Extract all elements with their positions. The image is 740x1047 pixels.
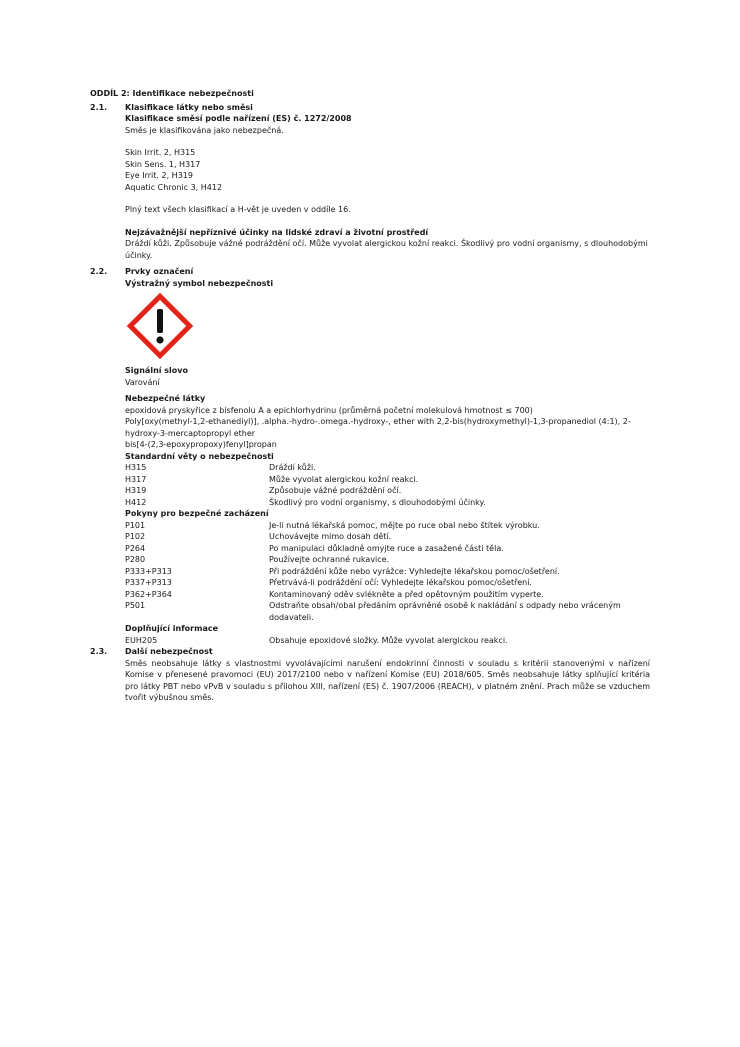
hazardous-substance: Poly[oxy(methyl-1,2-ethanediyl)], .alpha.-hydro-.omega.-hydroxy-, ether with 2,2-bis(hydroxymethyl)-1,3-propanediol (4:1), 2-hydroxy-3-mercaptopropyl ether bbox=[125, 417, 631, 438]
p-text: Po manipulaci důkladně omyjte ruce a zasažené části těla. bbox=[269, 543, 504, 553]
p-text: Přetrvává-li podráždění očí: Vyhledejte lékařskou pomoc/ošetření. bbox=[269, 578, 532, 587]
h-statement bbox=[125, 474, 650, 486]
hazardous-substance: bis[4-(2,3-epoxypropoxy)fenyl]propan bbox=[125, 440, 277, 449]
h-statement bbox=[125, 462, 650, 474]
p-statement bbox=[125, 600, 650, 623]
h-code: H317 bbox=[125, 474, 147, 484]
hazardous-title: Nebezpečné látky bbox=[125, 394, 206, 403]
h-text: Způsobuje vážné podráždění očí. bbox=[269, 486, 402, 495]
p-code: P337+P313 bbox=[125, 578, 172, 587]
fulltext-note: Plný text všech klasifikací a H-vět je uveden v oddíle 16. bbox=[125, 205, 351, 214]
p-code: P102 bbox=[125, 532, 146, 541]
h-statement bbox=[125, 485, 650, 497]
section-title: ODDÍL 2: Identifikace nebezpečnosti bbox=[90, 89, 254, 98]
p-text: Uchovávejte mimo dosah dětí. bbox=[269, 532, 392, 541]
h-code: H319 bbox=[125, 486, 147, 495]
h-statements-title: Standardní věty o nebezpečnosti bbox=[125, 451, 274, 461]
class-item: Skin Irrit. 2, H315 bbox=[125, 148, 196, 157]
p-text: Používejte ochranné rukavice. bbox=[269, 555, 390, 564]
euh-statement bbox=[125, 635, 650, 647]
p-statement bbox=[125, 566, 650, 578]
class-item: Eye Irrit. 2, H319 bbox=[125, 171, 193, 180]
class-item: Skin Sens. 1, H317 bbox=[125, 159, 201, 169]
effects-title: Nejzávažnější nepříznivé účinky na lidské zdraví a životní prostředí bbox=[125, 227, 429, 237]
effects-text: Dráždí kůži. Způsobuje vážné podráždění očí. Může vyvolat alergickou kožní reakci. Škodlivý pro vodní organismy, s dlouhodobými účinky. bbox=[125, 239, 648, 260]
subsection-number: 2.1. bbox=[90, 102, 108, 112]
h-text: Škodlivý pro vodní organismy, s dlouhodobými účinky. bbox=[269, 497, 486, 507]
symbol-title: Výstražný symbol nebezpečnosti bbox=[125, 278, 274, 288]
classification-subtitle: Klasifikace směsí podle nařízení (ES) č. 1272/2008 bbox=[125, 114, 352, 123]
p-statements-title: Pokyny pro bezpečné zacházení bbox=[125, 509, 269, 518]
subsection-2-2 bbox=[90, 266, 650, 646]
euh-code: EUH205 bbox=[125, 635, 158, 645]
h-statement bbox=[125, 497, 650, 509]
p-statement bbox=[125, 577, 650, 589]
h-text: Může vyvolat alergickou kožní reakci. bbox=[269, 474, 419, 484]
subsection-title: Prvky označení bbox=[125, 267, 194, 276]
subsection-number: 2.3. bbox=[90, 647, 108, 656]
h-code: H315 bbox=[125, 463, 147, 472]
p-code: P362+P364 bbox=[125, 589, 172, 599]
h-code: H412 bbox=[125, 497, 147, 507]
p-statement bbox=[125, 554, 650, 566]
ghs07-exclamation-icon bbox=[125, 291, 195, 361]
p-statement bbox=[125, 589, 650, 601]
classified-statement: Směs je klasifikována jako nebezpečná. bbox=[125, 125, 284, 135]
subsection-title: Další nebezpečnost bbox=[125, 647, 213, 656]
p-statement bbox=[125, 543, 650, 555]
signal-title: Signální slovo bbox=[125, 366, 188, 375]
p-statement bbox=[125, 531, 650, 543]
signal-word: Varování bbox=[125, 377, 160, 387]
sds-section-2 bbox=[90, 88, 650, 704]
class-item: Aquatic Chronic 3, H412 bbox=[125, 182, 223, 192]
extra-info-title: Doplňující informace bbox=[125, 624, 219, 633]
subsection-number: 2.2. bbox=[90, 267, 108, 276]
euh-text: Obsahuje epoxidové složky. Může vyvolat alergickou reakci. bbox=[269, 635, 508, 645]
h-text: Dráždí kůži. bbox=[269, 463, 316, 472]
subsection-2-3 bbox=[90, 646, 650, 704]
hazardous-substance: epoxidová pryskyřice z bisfenolu A a epichlorhydrinu (průměrná početní molekulová hmotnost ≤ 700) bbox=[125, 405, 533, 415]
p-text: Je-li nutná lékařská pomoc, mějte po ruce obal nebo štítek výrobku. bbox=[269, 520, 540, 530]
other-hazards-text: Směs neobsahuje látky s vlastnostmi vyvolávajícími narušení endokrinní činnosti v souladu s kritérii stanovenými v nařízení Komise v přenesené pravomoci (EU) 2017/2100 nebo v nařízení Komise (EU) 2018/605. Směs neobsahuje látky splňující kritéria pro látky PBT nebo vPvB v souladu s přílohou XIII, nařízení (ES) č. 1907/2006 (REACH), v platném znění. Prach může se vzduchem tvořit výbušnou směs. bbox=[125, 658, 650, 702]
subsection-title: Klasifikace látky nebo směsi bbox=[125, 102, 253, 112]
p-statement bbox=[125, 520, 650, 532]
p-code: P333+P313 bbox=[125, 566, 172, 576]
p-code: P264 bbox=[125, 543, 146, 553]
subsection-2-1 bbox=[90, 102, 650, 262]
p-code: P501 bbox=[125, 601, 146, 610]
p-text: Při podráždění kůže nebo vyrážce: Vyhledejte lékařskou pomoc/ošetření. bbox=[269, 566, 560, 576]
p-code: P101 bbox=[125, 520, 146, 530]
p-code: P280 bbox=[125, 555, 146, 564]
p-text: Odstraňte obsah/obal předáním oprávněné osobě k nakládání s odpady nebo vráceným dodavateli. bbox=[269, 601, 621, 622]
p-text: Kontaminovaný oděv svlékněte a před opětovným použitím vyperte. bbox=[269, 589, 544, 599]
